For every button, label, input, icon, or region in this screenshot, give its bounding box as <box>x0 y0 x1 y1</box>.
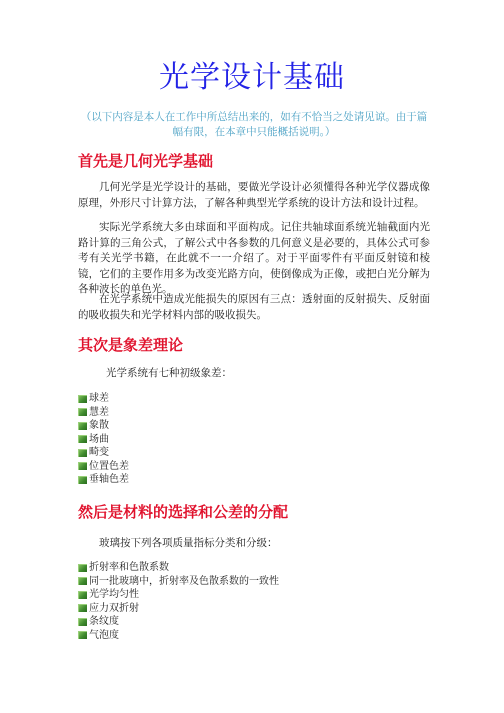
list-item <box>78 473 129 487</box>
green-square-bullet-icon <box>78 631 87 639</box>
paragraph: 几何光学是光学设计的基础，要做光学设计必须懂得各种光学仪器成像原理，外形尺寸计算方法，了解各种典型光学系统的设计方法和设计过程。 <box>78 181 430 209</box>
list-item-label: 垂轴色差 <box>89 474 129 485</box>
green-square-bullet-icon <box>78 476 87 484</box>
list-item <box>78 588 279 602</box>
list-item-label: 位置色差 <box>89 460 129 472</box>
list-item <box>78 602 279 616</box>
list-item <box>78 575 279 589</box>
list-item <box>78 446 129 460</box>
aberration-list <box>78 392 129 487</box>
list-item-label: 同一批玻璃中，折射率及色散系数的一致性 <box>89 575 279 587</box>
green-square-bullet-icon <box>78 422 87 430</box>
paragraph: 在光学系统中造成光能损失的原因有三点：透射面的反射损失、反射面的吸收损失和光学材料内部的吸收损失。 <box>78 293 430 321</box>
list-item-label: 光学均匀性 <box>89 589 139 600</box>
list-item-label: 折射率和色散系数 <box>89 562 169 573</box>
section-heading-materials-tolerances: 然后是材料的选择和公差的分配 <box>78 503 289 521</box>
list-item-label: 应力双折射 <box>89 602 139 614</box>
list-intro: 光学系统有七种初级象差： <box>106 367 232 379</box>
green-square-bullet-icon <box>78 564 87 572</box>
glass-quality-list <box>78 561 279 642</box>
green-square-bullet-icon <box>78 462 87 470</box>
section-heading-geometric-optics: 首先是几何光学基础 <box>78 152 214 170</box>
document-title: 光学设计基础 <box>159 60 345 95</box>
list-item <box>78 460 129 474</box>
section-heading-aberration-theory: 其次是象差理论 <box>78 336 184 354</box>
list-item <box>78 419 129 433</box>
green-square-bullet-icon <box>78 604 87 612</box>
list-item-label: 慧差 <box>89 406 109 418</box>
list-item-label: 畸变 <box>89 447 109 458</box>
list-item <box>78 629 279 643</box>
green-square-bullet-icon <box>78 408 87 416</box>
green-square-bullet-icon <box>78 577 87 585</box>
list-item-label: 象散 <box>89 420 109 431</box>
list-item-label: 气泡度 <box>89 629 119 641</box>
green-square-bullet-icon <box>78 435 87 443</box>
list-item <box>78 406 129 420</box>
green-square-bullet-icon <box>78 591 87 599</box>
document-subtitle: （以下内容是本人在工作中所总结出来的，如有不恰当之处请见谅。由于篇幅有限，在本章中只能概括说明。） <box>80 111 428 138</box>
list-item <box>78 433 129 447</box>
list-item-label: 场曲 <box>89 433 109 445</box>
green-square-bullet-icon <box>78 449 87 457</box>
list-item <box>78 561 279 575</box>
list-item-label: 条纹度 <box>89 616 119 627</box>
green-square-bullet-icon <box>78 395 87 403</box>
list-item-label: 球差 <box>89 393 109 404</box>
list-intro: 玻璃按下列各项质量指标分类和分级： <box>99 537 278 549</box>
list-item <box>78 615 279 629</box>
paragraph: 实际光学系统大多由球面和平面构成。记住共轴球面系统光轴截面内光路计算的三角公式，了解公式中各参数的几何意义是必要的，具体公式可参考有关光学书籍，在此就不一一介绍了。对于平面零件有平面反射镜和棱镜，它们的主要作用多为改变光路方向，使倒像成为正像，或把白光分解为各种波长的单色光。 <box>78 221 430 295</box>
green-square-bullet-icon <box>78 618 87 626</box>
list-item <box>78 392 129 406</box>
